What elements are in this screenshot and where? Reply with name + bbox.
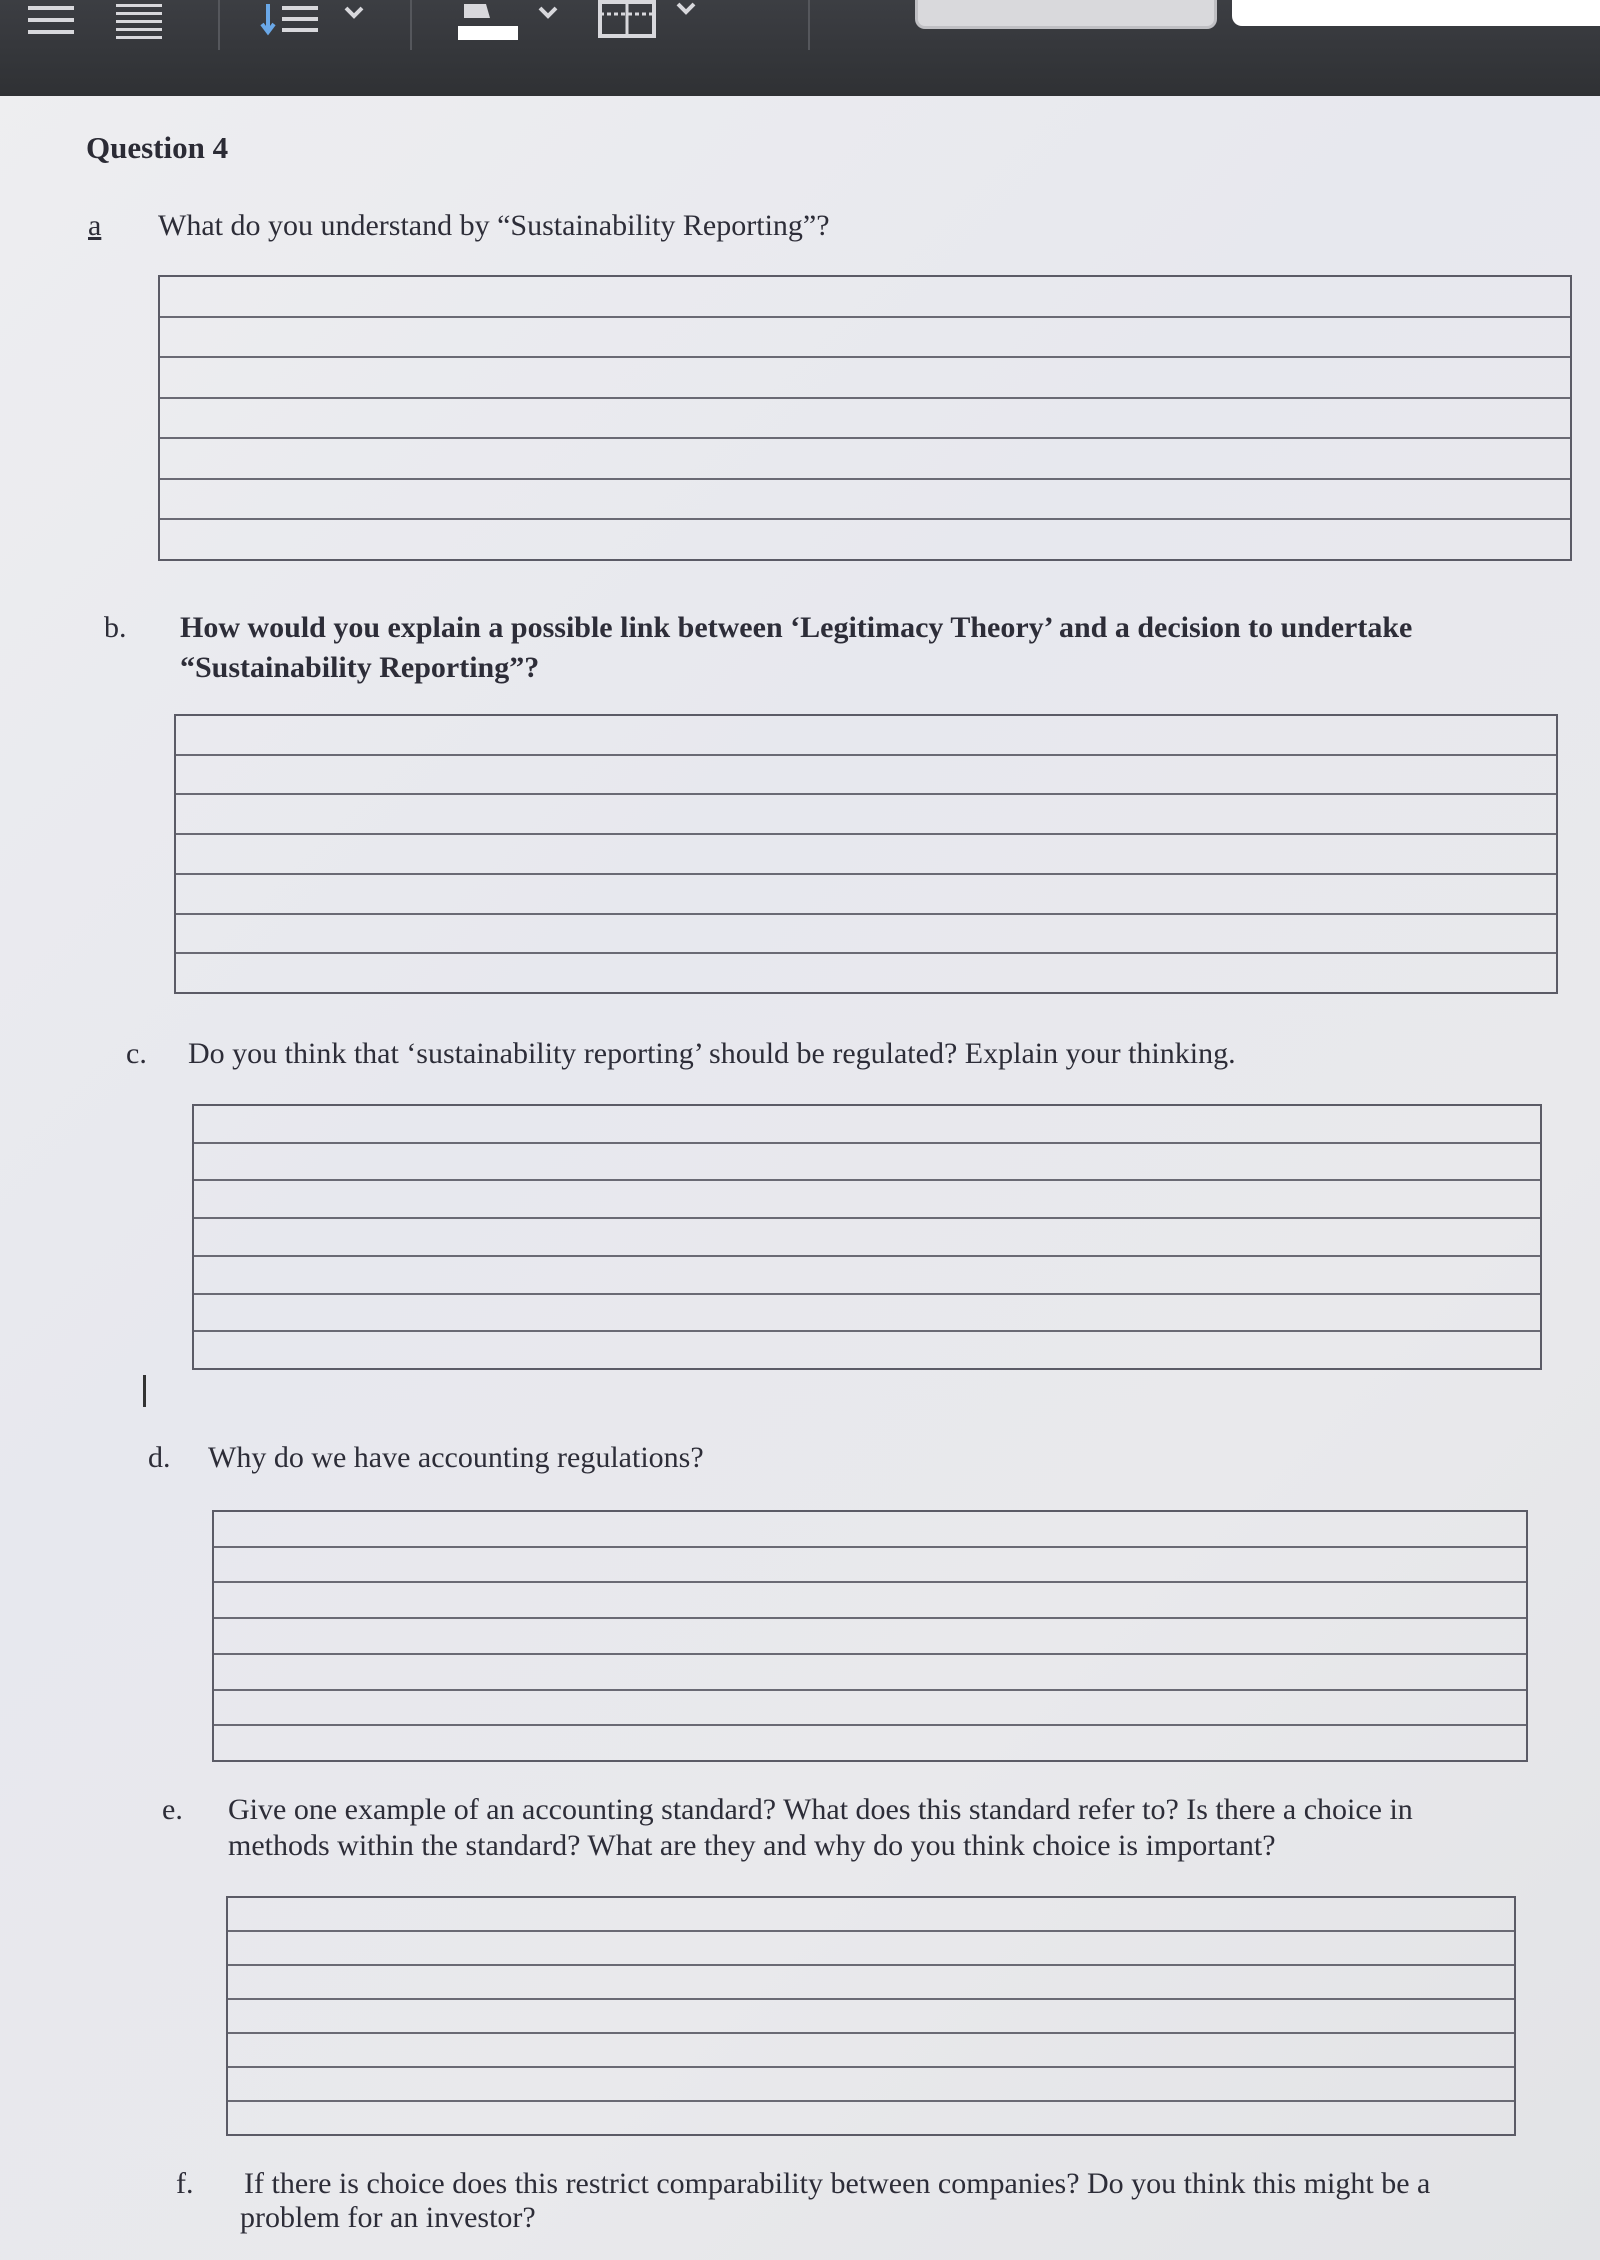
answer-line[interactable] (176, 756, 1556, 796)
answer-line[interactable] (214, 1691, 1526, 1727)
answer-line[interactable] (194, 1144, 1540, 1182)
answer-line[interactable] (176, 954, 1556, 992)
question-b (104, 610, 1504, 690)
answer-box-d[interactable] (212, 1510, 1528, 1762)
toolbar (0, 0, 1600, 96)
answer-line[interactable] (160, 358, 1570, 399)
answer-line[interactable] (194, 1181, 1540, 1219)
question-text-cont: “Sustainability Reporting”? (180, 651, 540, 684)
question-text: Why do we have accounting regulations? (208, 1441, 704, 1474)
answer-line[interactable] (214, 1583, 1526, 1619)
answer-line[interactable] (194, 1257, 1540, 1295)
answer-line[interactable] (194, 1295, 1540, 1333)
answer-box-a[interactable] (158, 275, 1572, 561)
question-text-cont: methods within the standard? What are they and why do you think choice is important? (228, 1829, 1276, 1862)
answer-line[interactable] (228, 2068, 1514, 2102)
answer-line[interactable] (214, 1655, 1526, 1691)
table-icon[interactable] (596, 0, 716, 55)
answer-line[interactable] (214, 1726, 1526, 1760)
toolbar-separator (410, 0, 412, 50)
answer-line[interactable] (176, 915, 1556, 955)
answer-line[interactable] (160, 480, 1570, 521)
line-spacing-icon[interactable] (258, 0, 378, 49)
answer-line[interactable] (228, 1966, 1514, 2000)
answer-line[interactable] (160, 399, 1570, 440)
answer-line[interactable] (228, 2034, 1514, 2068)
answer-line[interactable] (194, 1219, 1540, 1257)
question-letter: e. (162, 1793, 183, 1826)
text-cursor (143, 1375, 146, 1407)
style-selector[interactable] (915, 0, 1217, 29)
question-letter: f. (176, 2167, 194, 2200)
question-text: If there is choice does this restrict comparability between companies? Do you think this might be a (244, 2167, 1431, 2200)
question-text: How would you explain a possible link between ‘Legitimacy Theory’ and a decision to undertake (180, 611, 1413, 644)
question-text: Do you think that ‘sustainability reporting’ should be regulated? Explain your thinking. (188, 1037, 1236, 1070)
question-letter: d. (148, 1441, 171, 1474)
question-a (88, 208, 1488, 248)
answer-line[interactable] (228, 2000, 1514, 2034)
question-text: What do you understand by “Sustainability Reporting”? (158, 209, 830, 242)
question-letter: c. (126, 1037, 147, 1070)
answer-line[interactable] (176, 795, 1556, 835)
question-c (126, 1036, 1526, 1076)
font-selector[interactable] (1232, 0, 1600, 26)
question-d (148, 1440, 1448, 1480)
answer-line[interactable] (176, 875, 1556, 915)
answer-line[interactable] (176, 835, 1556, 875)
answer-line[interactable] (194, 1106, 1540, 1144)
question-letter: b. (104, 611, 127, 644)
answer-line[interactable] (160, 277, 1570, 318)
answer-line[interactable] (228, 2102, 1514, 2134)
answer-line[interactable] (214, 1619, 1526, 1655)
answer-line[interactable] (160, 439, 1570, 480)
answer-line[interactable] (228, 1898, 1514, 1932)
answer-line[interactable] (160, 520, 1570, 559)
answer-line[interactable] (228, 1932, 1514, 1966)
question-letter: a (88, 209, 102, 242)
question-e (162, 1792, 1582, 1872)
align-justify-icon[interactable] (22, 0, 82, 49)
answer-line[interactable] (160, 318, 1570, 359)
answer-line[interactable] (214, 1548, 1526, 1584)
toolbar-separator (218, 0, 220, 50)
answer-box-b[interactable] (174, 714, 1558, 994)
answer-box-c[interactable] (192, 1104, 1542, 1370)
toolbar-separator (808, 0, 810, 50)
page-title: Question 4 (86, 130, 229, 165)
question-f (176, 2166, 1576, 2246)
answer-line[interactable] (176, 716, 1556, 756)
fill-color-icon[interactable] (456, 0, 576, 55)
answer-line[interactable] (214, 1512, 1526, 1548)
answer-line[interactable] (194, 1332, 1540, 1368)
question-text-cont: problem for an investor? (240, 2201, 536, 2234)
answer-box-e[interactable] (226, 1896, 1516, 2136)
question-text: Give one example of an accounting standard? What does this standard refer to? Is there a choice in (228, 1793, 1413, 1826)
align-lines-icon[interactable] (110, 0, 170, 49)
